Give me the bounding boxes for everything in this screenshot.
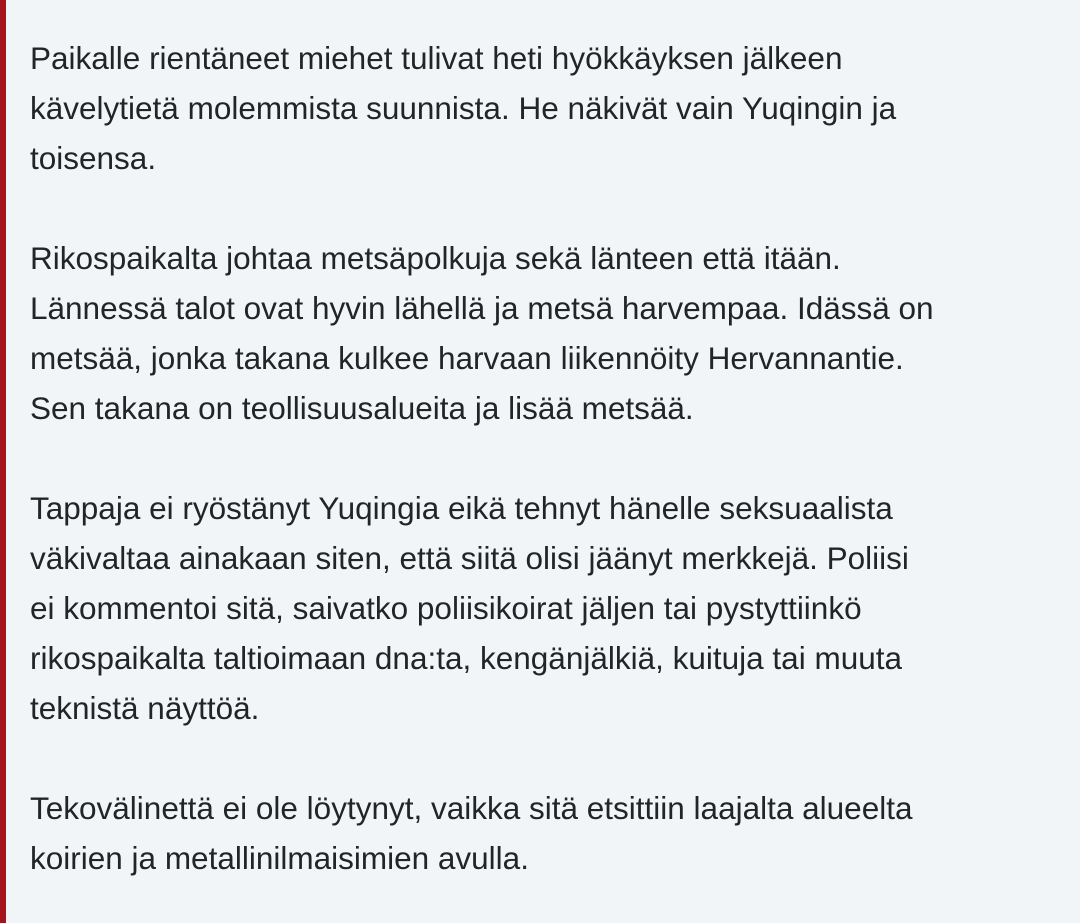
text-line: Lännessä talot ovat hyvin lähellä ja metsä harvempaa. Idässä on bbox=[30, 290, 934, 326]
text-line: kävelytietä molemmista suunnista. He näkivät vain Yuqingin ja bbox=[30, 90, 897, 126]
text-line: metsää, jonka takana kulkee harvaan liikennöity Hervannantie. bbox=[30, 340, 904, 376]
text-line: Paikalle rientäneet miehet tulivat heti hyökkäyksen jälkeen bbox=[30, 40, 843, 76]
text-line: Tappaja ei ryöstänyt Yuqingia eikä tehnyt hänelle seksuaalista bbox=[30, 490, 893, 526]
text-line: toisensa. bbox=[30, 140, 157, 176]
paragraph-forest-paths bbox=[30, 233, 1060, 433]
text-line: rikospaikalta taltioimaan dna:ta, kengänjälkiä, kuituja tai muuta bbox=[30, 640, 903, 676]
text-line: Rikospaikalta johtaa metsäpolkuja sekä länteen että itään. bbox=[30, 240, 841, 276]
text-line: Sen takana on teollisuusalueita ja lisää metsää. bbox=[30, 390, 694, 426]
paragraph-weapon bbox=[30, 783, 1060, 883]
text-line: teknistä näyttöä. bbox=[30, 690, 260, 726]
paragraph-witnesses bbox=[30, 33, 1060, 183]
text-line: ei kommentoi sitä, saivatko poliisikoirat jäljen tai pystyttiinkö bbox=[30, 590, 862, 626]
text-line: koirien ja metallinilmaisimien avulla. bbox=[30, 840, 529, 876]
text-line: Tekovälinettä ei ole löytynyt, vaikka sitä etsittiin laajalta alueelta bbox=[30, 790, 913, 826]
text-line: väkivaltaa ainakaan siten, että siitä olisi jäänyt merkkejä. Poliisi bbox=[30, 540, 909, 576]
paragraph-evidence bbox=[30, 483, 1060, 733]
